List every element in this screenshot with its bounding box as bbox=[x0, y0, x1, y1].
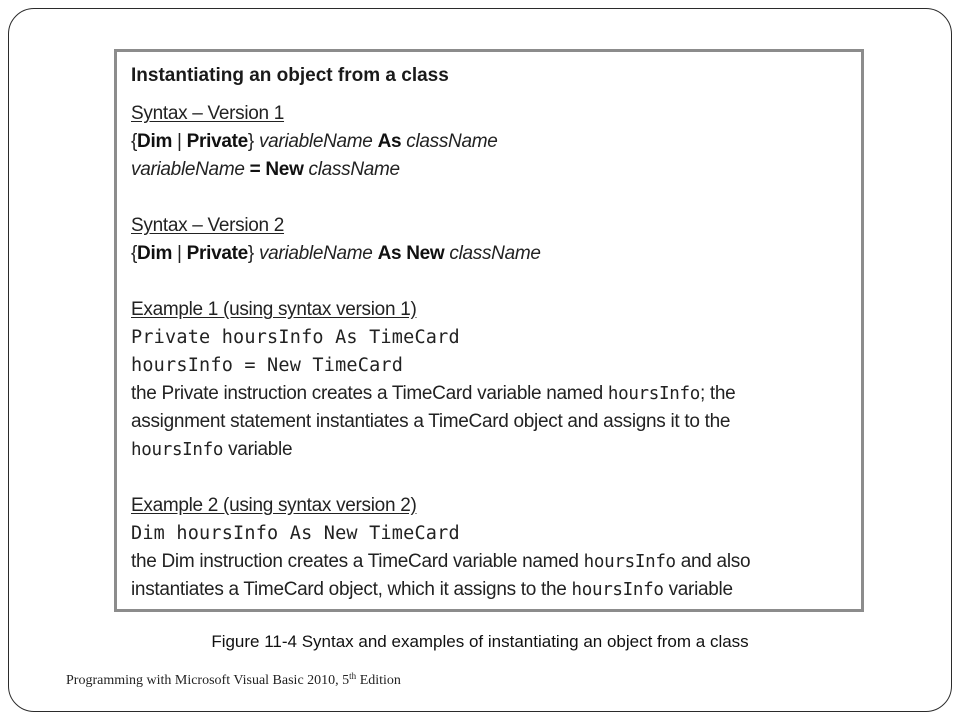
example2-code-line1: Dim hoursInfo As New TimeCard bbox=[131, 523, 460, 544]
example1-code-line1: Private hoursInfo As TimeCard bbox=[131, 327, 460, 348]
example1-label: Example 1 (using syntax version 1) bbox=[131, 299, 417, 320]
figure-box bbox=[114, 49, 864, 612]
example1-code-line2: hoursInfo = New TimeCard bbox=[131, 355, 404, 376]
example2-description-line1: the Dim instruction creates a TimeCard variable named hoursInfo and also bbox=[131, 551, 751, 572]
syntax-v1-label: Syntax – Version 1 bbox=[131, 103, 285, 124]
example1-description-line1: the Private instruction creates a TimeCard variable named hoursInfo; the bbox=[131, 383, 736, 404]
example1-description-line2: assignment statement instantiates a TimeCard object and assigns it to the bbox=[131, 411, 731, 432]
example2-description-line2: instantiates a TimeCard object, which it assigns to the hoursInfo variable bbox=[131, 579, 733, 600]
syntax-v2-label: Syntax – Version 2 bbox=[131, 215, 285, 236]
syntax-v2-line1: {Dim | Private} variableName As New className bbox=[131, 243, 541, 264]
footer-book-title: Programming with Microsoft Visual Basic 2010, 5th Edition bbox=[66, 671, 401, 688]
figure-content bbox=[131, 62, 851, 604]
syntax-v1-line1: {Dim | Private} variableName As className bbox=[131, 131, 498, 152]
syntax-v1-line2: variableName = New className bbox=[131, 159, 400, 180]
example1-description-line3: hoursInfo variable bbox=[131, 439, 293, 460]
figure-caption: Figure 11-4 Syntax and examples of instantiating an object from a class bbox=[211, 632, 749, 651]
figure-heading: Instantiating an object from a class bbox=[131, 65, 449, 86]
example2-label: Example 2 (using syntax version 2) bbox=[131, 495, 417, 516]
